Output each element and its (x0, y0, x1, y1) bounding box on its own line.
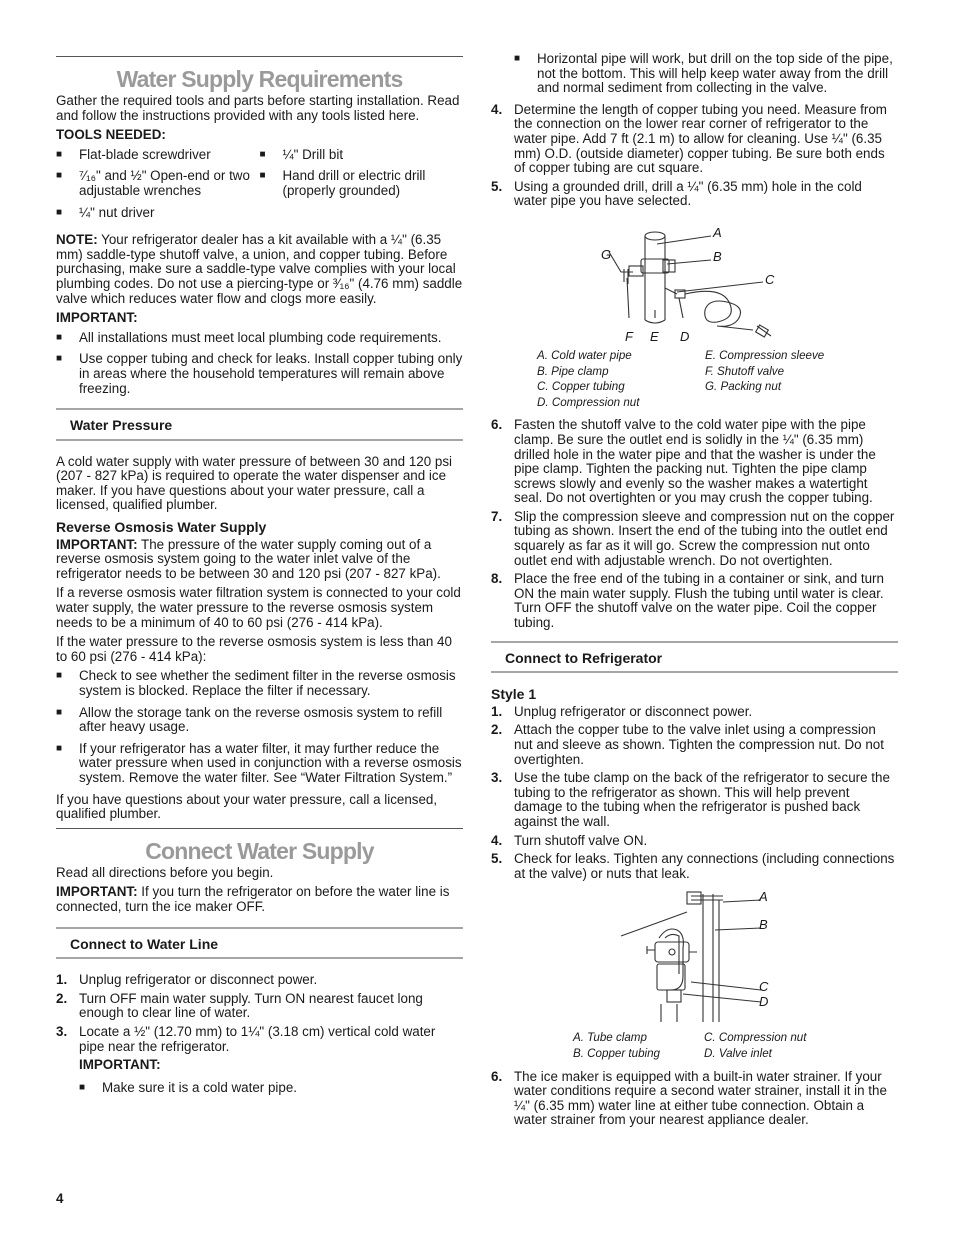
left-column (56, 56, 463, 1101)
fig2-legend (573, 1030, 898, 1061)
step-item (491, 418, 898, 506)
tools-col-1 (56, 148, 260, 227)
tools-heading: TOOLS NEEDED: (56, 127, 166, 143)
fig1-label-f: F (625, 328, 633, 344)
step-text: Using a grounded drill, drill a ¼" (6.35 mm) hole in the cold water pipe you have selected. (514, 178, 862, 209)
legend-item: D. Valve inlet (704, 1046, 772, 1060)
step-number: 6. (491, 417, 503, 433)
ro-heading: Reverse Osmosis Water Supply (56, 519, 267, 536)
step3-list (79, 1081, 463, 1096)
fig2-label-a: A (759, 889, 768, 905)
legend-item: G. Packing nut (705, 380, 782, 394)
step-text: Unplug refrigerator or disconnect power. (79, 972, 318, 988)
step-number: 5. (491, 178, 503, 194)
step-item (491, 1070, 898, 1128)
style1-steps (491, 705, 898, 882)
ro-paragraph-2: If a reverse osmosis water filtration system is connected to your cold water supply, the water pressure to the reverse osmosis system needs to be a minimum of 40 to 60 psi (276 - 414 kPa). (56, 585, 461, 630)
fig1-label-g: G (601, 246, 612, 262)
water-pressure-heading: Water Pressure (56, 408, 463, 441)
step-text: Turn OFF main water supply. Turn ON nearest faucet long enough to clear line of water. (79, 990, 423, 1021)
step-number: 2. (491, 722, 503, 738)
step-number: 7. (491, 508, 503, 524)
step-number: 3. (56, 1023, 68, 1039)
connect-water-supply-title: Connect Water Supply (145, 837, 374, 864)
fig1-label-b: B (713, 248, 722, 264)
legend-item: C. Copper tubing (537, 380, 625, 394)
ro-item: ■ Allow the storage tank on the reverse osmosis system to refill after heavy usage. (56, 706, 463, 735)
ro-important-paragraph (56, 538, 463, 582)
ro-important-text: The pressure of the water supply coming out of a reverse osmosis system going to the water inlet valve of the refrigerator needs to be between 30 and 120 psi (207 - 827 kPa). (56, 536, 441, 581)
page-number: 4 (56, 1191, 64, 1206)
connect-water-line-heading: Connect to Water Line (56, 927, 463, 960)
shutoff-valve-figure (491, 214, 898, 342)
step-text: Attach the copper tube to the valve inlet using a compression nut and sleeve as shown. Tighten the compression nut. Do not overtighten. (514, 722, 884, 767)
water-pressure-text: A cold water supply with water pressure of between 30 and 120 psi (207 - 827 kPa) is required to operate the water dispenser and ice maker. If you have questions about your water pressure, call a licensed, qualified plumber. (56, 453, 452, 513)
step-number: 4. (491, 832, 503, 848)
tool-item: ■ Flat-blade screwdriver (56, 148, 260, 163)
legend-item: A. Cold water pipe (537, 348, 632, 362)
step-number: 4. (491, 101, 503, 117)
fig2-label-c: C (759, 979, 769, 995)
step-item (491, 723, 898, 767)
fig1-label-d: D (680, 328, 690, 344)
cws-important-paragraph (56, 885, 463, 914)
note-text: Your refrigerator dealer has a kit available with a ¼" (6.35 mm) saddle-type shutoff valve, a union, and copper tubing. Before purchasing, make sure a saddle-type valve complies with your local plumbing codes. Do not use a piercing-type or ³⁄₁₆" (4.76 mm) saddle valve which reduces water flow and clogs more easily. (56, 232, 463, 306)
step-number: 2. (56, 990, 68, 1006)
legend-item: D. Compression nut (537, 395, 640, 409)
step-item (491, 180, 898, 209)
step-item (491, 852, 898, 881)
step-number: 8. (491, 571, 503, 587)
ro-paragraph-3: If the water pressure to the reverse osmosis system is less than 40 to 60 psi (276 - 414 kPa): (56, 634, 452, 664)
step-item (491, 705, 898, 720)
ro-paragraph-4: If you have questions about your water pressure, call a licensed, qualified plumber. (56, 791, 438, 822)
important-list (56, 331, 463, 396)
step-text: The ice maker is equipped with a built-in water strainer. If your water conditions require a second water strainer, install it in the ¼" (6.35 mm) water line at either tube connection. Obtain a water strainer from your nearest appliance dealer. (514, 1068, 887, 1128)
cws-important-text: If you turn the refrigerator on before the water line is connected, turn the ice maker OFF. (56, 884, 450, 914)
legend-item: C. Compression nut (704, 1031, 807, 1045)
fig1-legend (537, 348, 898, 410)
step-item (56, 992, 463, 1021)
style1-step-6 (491, 1070, 898, 1128)
step-text: Slip the compression sleeve and compression nut on the copper tubing as shown. Insert the end of the tubing into the outlet end squarely as far as it will go. Screw the compression nut onto outlet end with adjustable wrench. Do not overtighten. (514, 508, 895, 568)
right-column (491, 52, 898, 1133)
step-number: 5. (491, 851, 503, 867)
steps-4-5 (491, 103, 898, 209)
valve-inlet-figure (491, 886, 898, 1022)
step-number: 1. (56, 972, 68, 988)
style1-heading: Style 1 (491, 686, 537, 703)
legend-item: E. Compression sleeve (705, 348, 825, 362)
fig1-label-a: A (713, 224, 722, 240)
legend-item: B. Pipe clamp (537, 364, 609, 378)
note-label: NOTE: (56, 232, 98, 248)
step-text: Determine the length of copper tubing you need. Measure from the connection on the lower rear corner of refrigerator to the water pipe. Add 7 ft (2.1 m) to allow for cleaning. Use ¼" (6.35 mm) O.D. (outside diameter) copper tubing. Be sure both ends of copper tubing are cut square. (514, 101, 887, 176)
note-paragraph (56, 233, 463, 306)
legend-item: B. Copper tubing (573, 1046, 661, 1060)
step-text: Check for leaks. Tighten any connections (including connections at the valve) or nuts that leak. (514, 851, 895, 881)
cws-important-label: IMPORTANT: (56, 884, 138, 900)
step-item (491, 834, 898, 849)
important-label: IMPORTANT: (56, 310, 138, 326)
fig2-label-d: D (759, 994, 769, 1010)
step-item (491, 510, 898, 568)
cws-intro: Read all directions before you begin. (56, 864, 274, 880)
step-number: 1. (491, 703, 503, 719)
step-item (56, 973, 463, 988)
step-text: Unplug refrigerator or disconnect power. (514, 703, 753, 719)
step-item (491, 103, 898, 176)
tool-item: ■ Hand drill or electric drill (properly grounded) (260, 169, 464, 198)
tool-item: ■ ¼" Drill bit (260, 148, 464, 163)
step-text: Place the free end of the tubing in a container or sink, and turn ON the main water supply. Flush the tubing until water is clear. Turn OFF the shutoff valve on the water pipe. Coil the copper tubing. (514, 571, 884, 631)
intro-paragraph: Gather the required tools and parts before starting installation. Read and follow the instructions provided with any tools listed here. (56, 93, 460, 123)
important-item: ■ All installations must meet local plumbing code requirements. (56, 331, 463, 346)
valve-inlet-illustration (491, 886, 898, 1022)
ro-item: ■ If your refrigerator has a water filter, it may further reduce the water pressure when used in conjunction with a reverse osmosis system. Remove the water filter. See “Water Filtration System.” (56, 742, 463, 786)
ro-important-label: IMPORTANT: (56, 536, 138, 552)
legend-item: A. Tube clamp (573, 1031, 647, 1045)
fig1-label-c: C (765, 271, 775, 287)
horizontal-pipe-item: ■ Horizontal pipe will work, but drill on the top side of the pipe, not the bottom. This will help keep water away from the drill and normal sediment from collecting in the valve. (514, 52, 898, 96)
connect-to-refrigerator-heading: Connect to Refrigerator (491, 641, 898, 674)
fig1-label-e: E (650, 328, 659, 344)
step-text: Turn shutoff valve ON. (514, 832, 648, 848)
tool-item: ■ ⁷⁄₁₆" and ½" Open-end or two adjustable wrenches (56, 169, 260, 198)
horizontal-pipe-list (514, 52, 898, 96)
step-number: 3. (491, 770, 503, 786)
step-item (491, 771, 898, 829)
step-number: 6. (491, 1068, 503, 1084)
ro-list (56, 669, 463, 785)
important-item: ■ Use copper tubing and check for leaks. Install copper tubing only in areas where the household temperatures will remain above freezing. (56, 352, 463, 396)
tools-col-2 (260, 148, 464, 227)
section-rule (56, 828, 463, 829)
step-item (56, 1025, 463, 1095)
step-text: Locate a ½" (12.70 mm) to 1¼" (3.18 cm) vertical cold water pipe near the refrigerator. (79, 1023, 436, 1054)
ro-item: ■ Check to see whether the sediment filter in the reverse osmosis system is blocked. Replace the filter if necessary. (56, 669, 463, 698)
water-supply-requirements-title: Water Supply Requirements (116, 66, 403, 92)
step-text: Use the tube clamp on the back of the refrigerator to secure the tubing to the refrigerator as shown. This will help prevent damage to the tubing when the refrigerator is pushed back against the wall. (514, 770, 890, 829)
step3-important-label: IMPORTANT: (79, 1057, 161, 1073)
legend-item (705, 395, 865, 411)
fig2-label-b: B (759, 917, 768, 933)
tools-list (56, 148, 463, 233)
shutoff-valve-illustration (491, 214, 898, 342)
water-line-steps (56, 973, 463, 1095)
tool-item: ■ ¼" nut driver (56, 206, 260, 221)
legend-item: F. Shutoff valve (705, 364, 785, 378)
step3-item: ■ Make sure it is a cold water pipe. (79, 1081, 463, 1096)
step-text: Fasten the shutoff valve to the cold water pipe with the pipe clamp. Be sure the outlet end is solidly in the ¼" (6.35 mm) drilled hole in the water pipe and that the washer is under the pipe clamp. Tighten the packing nut. Tighten the pipe clamp screws slowly and evenly so the washer makes a watertight seal. Do not overtighten or you may crush the copper tubing. (514, 417, 876, 506)
step-item (491, 572, 898, 630)
steps-6-8 (491, 418, 898, 630)
top-rule (56, 56, 463, 57)
